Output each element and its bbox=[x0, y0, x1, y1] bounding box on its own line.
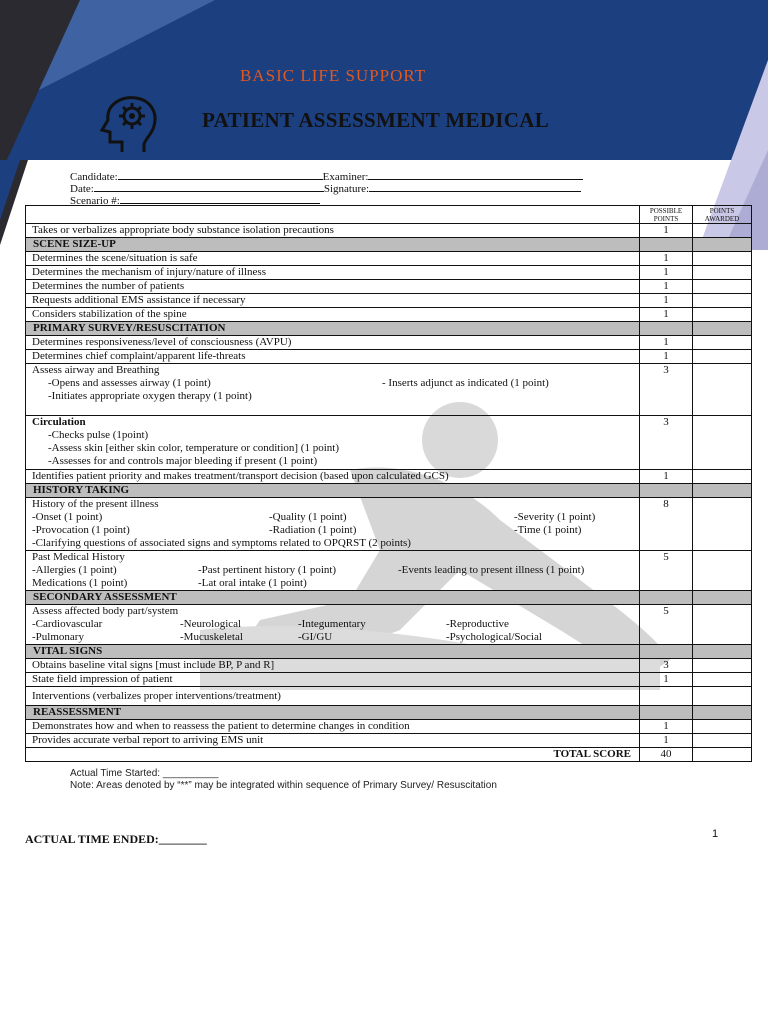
points-awarded-header: POINTS AWARDED bbox=[704, 207, 740, 223]
item-text: Obtains baseline vital signs [must include BP, P and R] bbox=[26, 659, 640, 672]
points-awarded-cell[interactable] bbox=[693, 605, 751, 644]
total-label: TOTAL SCORE bbox=[26, 748, 640, 761]
item-title: Circulation bbox=[32, 416, 86, 428]
possible-points: 1 bbox=[640, 280, 693, 293]
item-sub: -Mucuskeletal bbox=[180, 631, 243, 643]
item-sub: - Inserts adjunct as indicated (1 point) bbox=[382, 377, 549, 389]
item-text-block bbox=[26, 498, 640, 550]
head-gear-icon bbox=[92, 94, 162, 154]
points-awarded-cell[interactable] bbox=[693, 350, 751, 363]
possible-points-header: POSSIBLE POINTS bbox=[640, 206, 693, 223]
scenario-field[interactable] bbox=[120, 194, 320, 204]
possible-points: 1 bbox=[640, 252, 693, 265]
possible-points: 5 bbox=[640, 551, 693, 590]
time-ended: ACTUAL TIME ENDED:________ bbox=[25, 832, 207, 846]
points-awarded-cell[interactable] bbox=[693, 364, 751, 415]
total-row bbox=[26, 748, 751, 761]
table-row bbox=[26, 252, 751, 266]
possible-points: 1 bbox=[640, 470, 693, 483]
section-header bbox=[26, 706, 751, 720]
section-title: SECONDARY ASSESSMENT bbox=[26, 591, 640, 604]
scenario-label: Scenario #: bbox=[70, 195, 120, 207]
possible-points: 1 bbox=[640, 224, 693, 237]
section-title: HISTORY TAKING bbox=[26, 484, 640, 497]
item-sub: -Neurological bbox=[180, 618, 242, 630]
section-title: SCENE SIZE-UP bbox=[26, 238, 640, 251]
item-text: Determines chief complaint/apparent life-threats bbox=[26, 350, 640, 363]
section-spacer bbox=[693, 484, 751, 497]
signature-label: Signature: bbox=[323, 183, 370, 195]
item-sub: Medications (1 point) bbox=[32, 577, 128, 589]
section-spacer bbox=[640, 322, 693, 335]
total-awarded-cell[interactable] bbox=[693, 748, 751, 761]
table-row bbox=[26, 720, 751, 734]
points-awarded-cell[interactable] bbox=[693, 734, 751, 747]
table-header-row bbox=[26, 206, 751, 224]
points-awarded-cell[interactable] bbox=[693, 266, 751, 279]
footer-notes bbox=[70, 768, 497, 792]
examiner-field[interactable] bbox=[368, 170, 583, 180]
item-text: Interventions (verbalizes proper interventions/treatment) bbox=[26, 687, 640, 705]
item-sub: -Past pertinent history (1 point) bbox=[198, 564, 337, 576]
possible-points: 5 bbox=[640, 605, 693, 644]
table-row bbox=[26, 673, 751, 687]
item-sub: -Assess skin [either skin color, temperature or condition] (1 point) bbox=[48, 442, 339, 454]
item-text-block bbox=[26, 364, 640, 415]
possible-points: 3 bbox=[640, 364, 693, 415]
item-text: Takes or verbalizes appropriate body substance isolation precautions bbox=[26, 224, 640, 237]
note-text: Note: Areas denoted by “**” may be integrated within sequence of Primary Survey/ Resuscitation bbox=[70, 780, 497, 791]
item-grid bbox=[32, 618, 633, 644]
document-title: BASIC LIFE SUPPORT bbox=[240, 66, 427, 85]
points-awarded-cell[interactable] bbox=[693, 673, 751, 686]
section-title: VITAL SIGNS bbox=[26, 645, 640, 658]
item-text: Demonstrates how and when to reassess the patient to determine changes in condition bbox=[26, 720, 640, 733]
item-sub: -Opens and assesses airway (1 point) bbox=[48, 377, 211, 389]
points-awarded-cell[interactable] bbox=[693, 280, 751, 293]
item-text: Determines the number of patients bbox=[26, 280, 640, 293]
item-text: State field impression of patient bbox=[26, 673, 640, 686]
section-header bbox=[26, 484, 751, 498]
item-sub: -Onset (1 point) bbox=[32, 511, 103, 523]
item-title: Assess airway and Breathing bbox=[32, 364, 160, 376]
section-spacer bbox=[693, 706, 751, 719]
item-sub: -Reproductive bbox=[446, 618, 509, 630]
points-awarded-cell[interactable] bbox=[693, 659, 751, 672]
decor-triangle bbox=[0, 0, 80, 160]
decor-triangle bbox=[0, 160, 20, 220]
header-spacer bbox=[26, 206, 640, 223]
item-sub: -Events leading to present illness (1 point) bbox=[398, 564, 585, 576]
possible-points: 1 bbox=[640, 720, 693, 733]
date-field[interactable] bbox=[94, 182, 324, 192]
item-text: Determines the scene/situation is safe bbox=[26, 252, 640, 265]
section-header bbox=[26, 645, 751, 659]
table-row bbox=[26, 659, 751, 673]
section-title: REASSESSMENT bbox=[26, 706, 640, 719]
document-subtitle: PATIENT ASSESSMENT MEDICAL bbox=[202, 108, 550, 132]
points-awarded-cell[interactable] bbox=[693, 252, 751, 265]
table-row bbox=[26, 687, 751, 706]
table-row-circulation bbox=[26, 416, 751, 470]
section-header bbox=[26, 238, 751, 252]
points-awarded-cell[interactable] bbox=[693, 416, 751, 469]
section-spacer bbox=[640, 238, 693, 251]
item-sub: -Quality (1 point) bbox=[269, 511, 347, 523]
candidate-field[interactable] bbox=[118, 170, 323, 180]
total-points: 40 bbox=[640, 748, 693, 761]
table-row bbox=[26, 280, 751, 294]
table-row-past-history bbox=[26, 551, 751, 591]
possible-points: 1 bbox=[640, 294, 693, 307]
possible-points bbox=[640, 687, 693, 705]
possible-points: 1 bbox=[640, 673, 693, 686]
item-sub: -Pulmonary bbox=[32, 631, 84, 643]
item-sub: -Radiation (1 point) bbox=[269, 524, 357, 536]
points-awarded-cell[interactable] bbox=[693, 308, 751, 321]
item-text-block bbox=[26, 416, 640, 469]
item-text: Considers stabilization of the spine bbox=[26, 308, 640, 321]
item-sub: -Clarifying questions of associated signs and symptoms related to OPQRST (2 points) bbox=[32, 537, 411, 549]
section-spacer bbox=[693, 238, 751, 251]
table-row bbox=[26, 266, 751, 280]
section-spacer bbox=[640, 645, 693, 658]
table-row bbox=[26, 336, 751, 350]
possible-points: 1 bbox=[640, 336, 693, 349]
points-awarded-cell[interactable] bbox=[693, 224, 751, 237]
possible-points: 3 bbox=[640, 416, 693, 469]
section-spacer bbox=[640, 591, 693, 604]
item-sub: -Cardiovascular bbox=[32, 618, 103, 630]
points-awarded-cell[interactable] bbox=[693, 470, 751, 483]
section-header bbox=[26, 322, 751, 336]
item-sub: -Lat oral intake (1 point) bbox=[198, 577, 307, 589]
item-grid bbox=[32, 564, 633, 590]
table-row bbox=[26, 350, 751, 364]
assessment-table bbox=[25, 205, 752, 762]
item-sub: -Allergies (1 point) bbox=[32, 564, 117, 576]
examiner-label: Examiner: bbox=[322, 171, 369, 183]
table-row-airway bbox=[26, 364, 751, 416]
table-row-present-illness bbox=[26, 498, 751, 551]
item-title: Assess affected body part/system bbox=[32, 605, 179, 617]
item-sub: -Time (1 point) bbox=[514, 524, 582, 536]
date-label: Date: bbox=[70, 183, 94, 195]
table-row bbox=[26, 734, 751, 748]
item-line bbox=[32, 377, 633, 390]
possible-points: 8 bbox=[640, 498, 693, 550]
item-sub: -GI/GU bbox=[298, 631, 333, 643]
item-text-block bbox=[26, 551, 640, 590]
page-number: 1 bbox=[712, 828, 719, 840]
section-spacer bbox=[693, 591, 751, 604]
section-spacer bbox=[640, 484, 693, 497]
points-awarded-cell[interactable] bbox=[693, 551, 751, 590]
section-header bbox=[26, 591, 751, 605]
possible-points: 3 bbox=[640, 659, 693, 672]
possible-points: 1 bbox=[640, 734, 693, 747]
points-awarded-cell[interactable] bbox=[693, 336, 751, 349]
table-row bbox=[26, 294, 751, 308]
section-spacer bbox=[693, 322, 751, 335]
item-text-block bbox=[26, 605, 640, 644]
item-sub: -Integumentary bbox=[298, 618, 366, 630]
item-title: History of the present illness bbox=[32, 498, 159, 510]
item-text: Determines responsiveness/level of consciousness (AVPU) bbox=[26, 336, 640, 349]
signature-field[interactable] bbox=[369, 182, 581, 192]
table-row bbox=[26, 224, 751, 238]
item-sub: -Initiates appropriate oxygen therapy (1 point) bbox=[48, 390, 252, 402]
possible-points: 1 bbox=[640, 350, 693, 363]
points-awarded-cell[interactable] bbox=[693, 720, 751, 733]
points-awarded-cell[interactable] bbox=[693, 294, 751, 307]
time-started: Actual Time Started: __________ bbox=[70, 768, 219, 779]
item-sub: -Checks pulse (1point) bbox=[48, 429, 149, 441]
table-row-body-systems bbox=[26, 605, 751, 645]
item-text: Requests additional EMS assistance if necessary bbox=[26, 294, 640, 307]
item-sub: -Assesses for and controls major bleeding if present (1 point) bbox=[48, 455, 318, 467]
item-sub: -Provocation (1 point) bbox=[32, 524, 130, 536]
possible-points: 1 bbox=[640, 308, 693, 321]
item-grid bbox=[32, 511, 633, 537]
points-awarded-cell[interactable] bbox=[693, 498, 751, 550]
item-text: Determines the mechanism of injury/nature of illness bbox=[26, 266, 640, 279]
item-text: Provides accurate verbal report to arriving EMS unit bbox=[26, 734, 640, 747]
possible-points: 1 bbox=[640, 266, 693, 279]
item-title: Past Medical History bbox=[32, 551, 125, 563]
candidate-label: Candidate: bbox=[70, 171, 118, 183]
section-spacer bbox=[693, 645, 751, 658]
section-spacer bbox=[640, 706, 693, 719]
item-text: Identifies patient priority and makes treatment/transport decision (based upon calculated GCS) bbox=[26, 470, 640, 483]
item-sub: -Psychological/Social bbox=[446, 631, 542, 643]
table-row bbox=[26, 470, 751, 484]
table-row bbox=[26, 308, 751, 322]
section-title: PRIMARY SURVEY/RESUSCITATION bbox=[26, 322, 640, 335]
points-awarded-cell[interactable] bbox=[693, 687, 751, 705]
item-sub: -Severity (1 point) bbox=[514, 511, 596, 523]
